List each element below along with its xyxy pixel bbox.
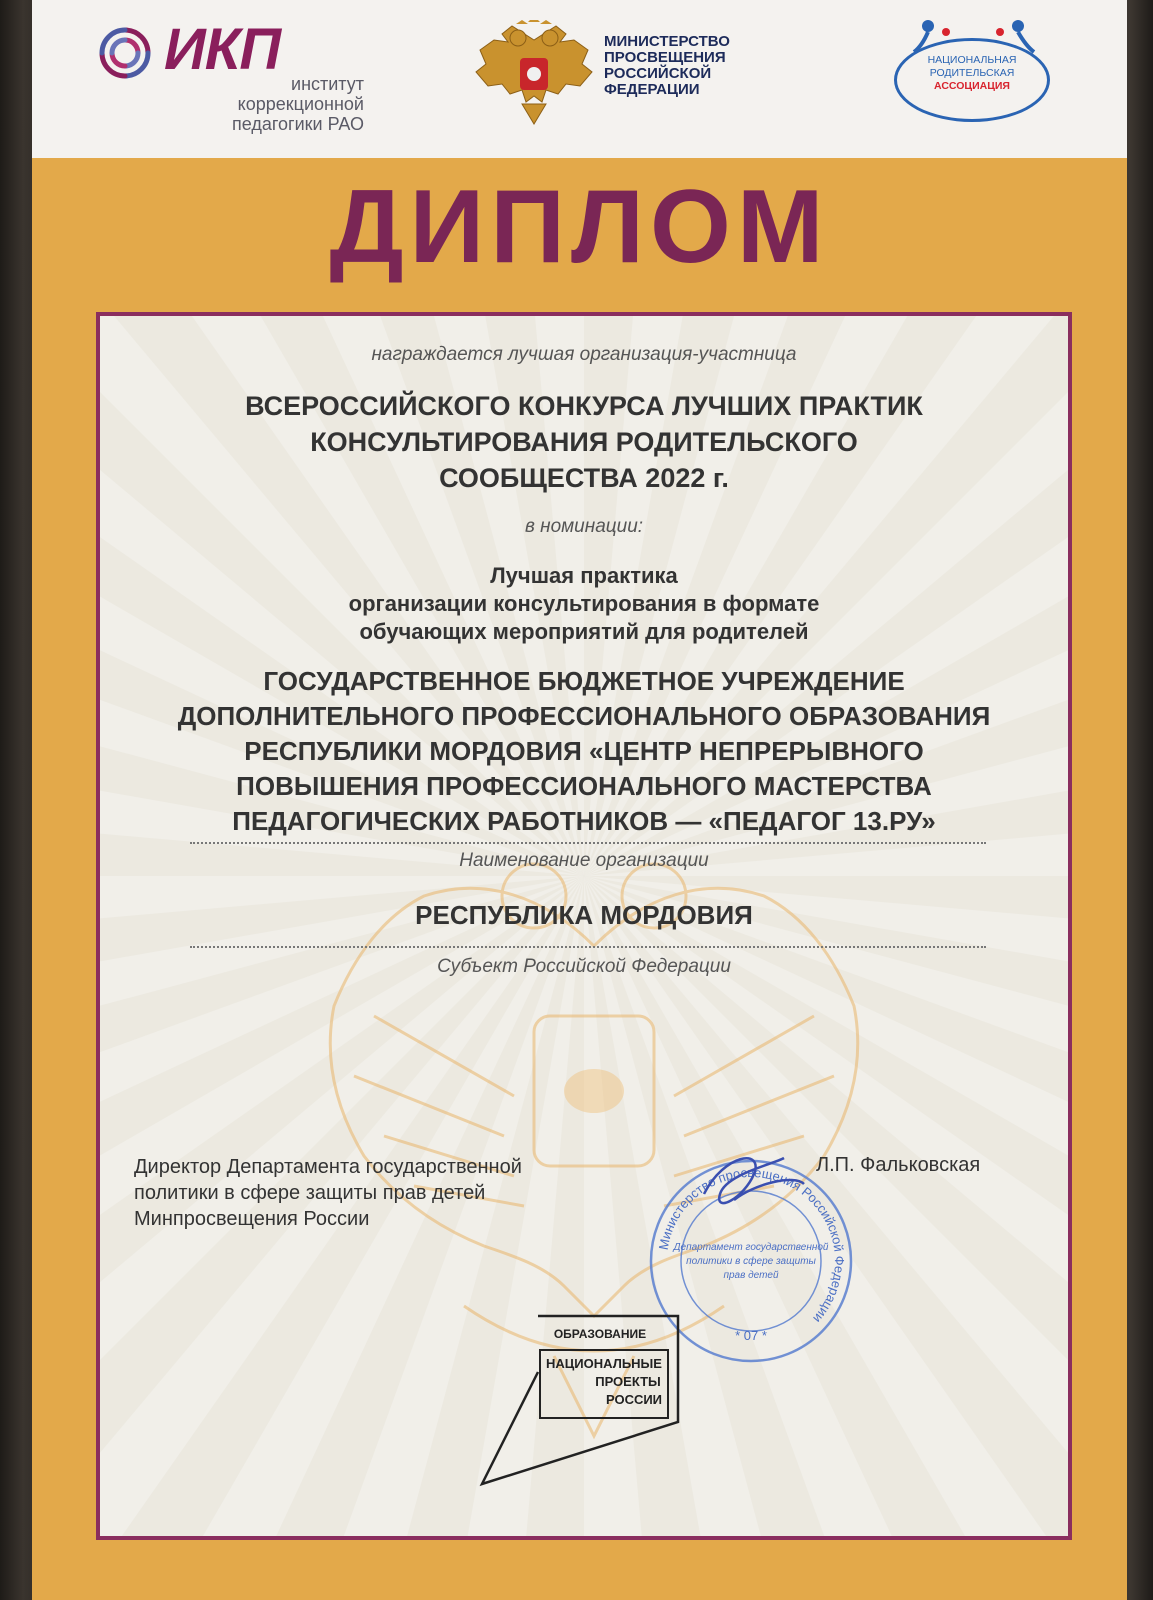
nomination-name [100, 562, 1068, 646]
signatory-name: Л.П. Фальковская [816, 1154, 981, 1176]
stamp-center-line: прав детей [723, 1270, 779, 1281]
organization-underline [190, 842, 986, 844]
signatory-position-line: Минпросвещения России [134, 1208, 370, 1230]
organization-line: ДОПОЛНИТЕЛЬНОГО ПРОФЕССИОНАЛЬНОГО ОБРАЗОВАНИЯ [177, 701, 991, 731]
contest-name-line: ВСЕРОССИЙСКОГО КОНКУРСА ЛУЧШИХ ПРАКТИК [245, 391, 923, 421]
ikp-subtitle-line: институт [291, 74, 364, 94]
national-projects-line: ПРОЕКТЫ [595, 1374, 661, 1389]
nomination-line: обучающих мероприятий для родителей [359, 619, 809, 644]
ikp-wordmark: ИКП [164, 17, 281, 82]
ikp-swirl-icon [94, 22, 156, 84]
diploma-content-panel [96, 312, 1072, 1540]
region-underline [190, 946, 986, 948]
national-projects-top: ОБРАЗОВАНИЕ [553, 1327, 647, 1341]
association-name-line: РОДИТЕЛЬСКАЯ [929, 67, 1015, 79]
ministry-name-line: РОССИЙСКОЙ [604, 65, 712, 82]
contest-name [100, 388, 1068, 496]
diploma-title: ДИПЛОМ [329, 169, 830, 285]
nomination-line: Лучшая практика [490, 563, 678, 588]
stamp-center-line: Департамент государственной [673, 1242, 829, 1253]
organization-line: ПОВЫШЕНИЯ ПРОФЕССИОНАЛЬНОГО МАСТЕРСТВА [236, 771, 932, 801]
ikp-logo [94, 17, 364, 142]
awarded-text: награждается лучшая организация-участница [371, 344, 797, 365]
ikp-subtitle-line: коррекционной [237, 94, 364, 114]
association-name-line: НАЦИОНАЛЬНАЯ [927, 54, 1017, 66]
nomination-label: в номинации: [524, 516, 644, 537]
stamp-center-line: политики в сфере защиты [686, 1256, 816, 1267]
signatory-position [134, 1154, 522, 1232]
organization-line: ГОСУДАРСТВЕННОЕ БЮДЖЕТНОЕ УЧРЕЖДЕНИЕ [263, 666, 905, 696]
parents-association-logo [894, 18, 1054, 128]
region-caption: Субъект Российской Федерации [437, 956, 731, 977]
handwritten-signature [704, 1158, 804, 1203]
ministry-name [604, 34, 730, 98]
header-band [32, 0, 1127, 158]
double-headed-eagle-icon [472, 20, 596, 128]
ministry-logo [472, 20, 792, 140]
ministry-name-line: ФЕДЕРАЦИИ [604, 81, 700, 98]
national-projects-line: НАЦИОНАЛЬНЫЕ [546, 1356, 662, 1371]
ministry-name-line: ПРОСВЕЩЕНИЯ [604, 49, 726, 66]
diploma-sheet [32, 0, 1127, 1600]
stamp-ring-text: Министерство просвещения Российской Федерации [655, 1164, 848, 1327]
nomination-line: организации консультирования в формате [348, 591, 820, 616]
organization-line: ПЕДАГОГИЧЕСКИХ РАБОТНИКОВ — «ПЕДАГОГ 13.РУ» [232, 806, 936, 836]
signatory-position-line: Директор Департамента государственной [134, 1156, 522, 1178]
contest-name-line: СООБЩЕСТВА 2022 г. [439, 463, 729, 493]
ministry-name-line: МИНИСТЕРСТВО [604, 33, 730, 50]
region-name: РЕСПУБЛИКА МОРДОВИЯ [415, 900, 753, 930]
ikp-subtitle [164, 74, 364, 134]
organization-caption: Наименование организации [459, 850, 709, 871]
association-name [894, 54, 1050, 93]
national-projects-line: РОССИИ [605, 1392, 663, 1407]
signatory-position-line: политики в сфере защиты прав детей [134, 1182, 486, 1204]
organization-line: РЕСПУБЛИКИ МОРДОВИЯ «ЦЕНТР НЕПРЕРЫВНОГО [244, 736, 924, 766]
ikp-subtitle-line: педагогики РАО [231, 114, 364, 134]
organization-name [100, 664, 1068, 839]
association-name-highlight: АССОЦИАЦИЯ [934, 80, 1010, 92]
contest-name-line: КОНСУЛЬТИРОВАНИЯ РОДИТЕЛЬСКОГО [310, 427, 858, 457]
national-projects-logo [478, 1312, 688, 1488]
stamp-number: * 07 * [735, 1328, 767, 1343]
